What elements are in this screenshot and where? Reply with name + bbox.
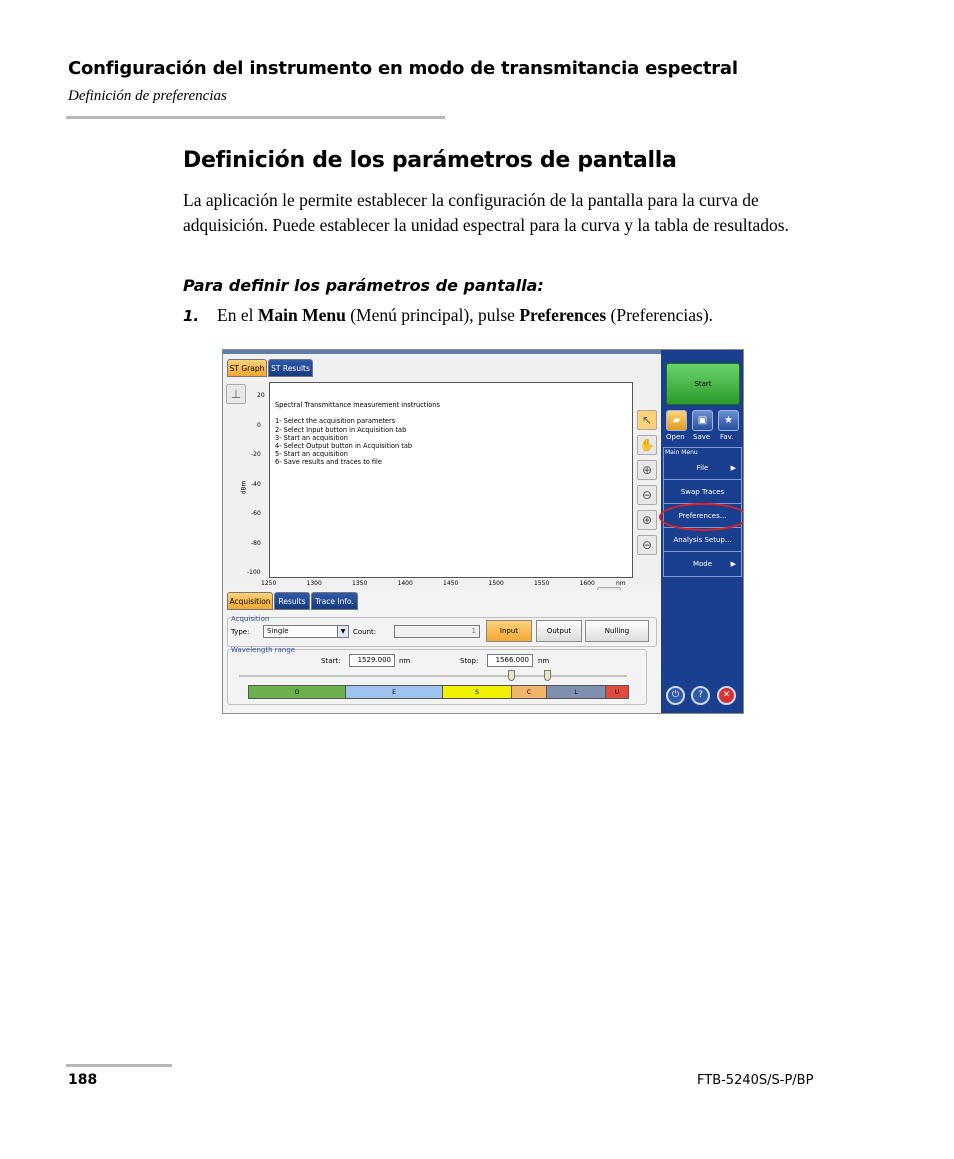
band-c: C (511, 685, 547, 699)
y-tick-label: -40 (251, 480, 261, 488)
menu-item-preferences[interactable]: Preferences... (664, 505, 741, 528)
zoom-in-icon[interactable]: ⊕ (637, 510, 657, 530)
title-bar (223, 350, 661, 354)
x-tick-label: 1300 (306, 580, 322, 587)
menu-item-mode[interactable] (664, 553, 741, 576)
y-tick-label: -60 (251, 510, 261, 517)
x-tick-label: 1600 (579, 580, 595, 587)
menu-item-analysis-setup[interactable]: Analysis Setup... (664, 529, 741, 552)
band-u: U (605, 685, 629, 699)
range-slider-handle-start[interactable] (508, 670, 515, 681)
tab-st-results[interactable]: ST Results (268, 359, 313, 377)
footer-rule (66, 1064, 172, 1067)
stop-wavelength-field[interactable]: 1566.000 (487, 654, 533, 667)
instructions-text: Spectral Transmittance measurement instructions 1- Select the acquisition parameters 2- Select Input button in Acquisition tab 3- Start an acquisition 4- Select Output button in Acquisition tab 5- Start an acquisition 6- Save results and traces to file (275, 401, 440, 467)
section-heading: Definición de los parámetros de pantalla (183, 148, 677, 173)
marker-icon[interactable]: ⊥ (226, 384, 246, 404)
hand-icon[interactable]: ✋ (637, 435, 657, 455)
wavelength-group-title: Wavelength range (231, 646, 296, 654)
open-label: Open (666, 433, 685, 441)
chevron-down-icon[interactable]: ▼ (337, 625, 349, 638)
graph-area (269, 382, 633, 578)
tab-acquisition[interactable]: Acquisition (227, 592, 273, 610)
app-screenshot (222, 349, 744, 714)
y-tick-label: -80 (251, 539, 261, 547)
intro-paragraph: La aplicación le permite establecer la configuración de la pantalla para la curva de adquisición. Puede establecer la unidad espectral para la curva y la tabla de resultados. (183, 190, 789, 235)
save-label: Save (693, 433, 711, 441)
menu-item-file[interactable] (664, 457, 741, 480)
step-main-menu: Main Menu (257, 305, 346, 325)
pointer-icon[interactable]: ↖ (637, 410, 657, 430)
step-text-mid: (Menú principal), pulse (345, 305, 520, 325)
zoom-icon[interactable]: ⊖ (637, 485, 657, 505)
step-preferences: Preferences (519, 305, 607, 325)
start-unit: nm (399, 657, 411, 665)
y-tick-label: -100 (247, 569, 261, 576)
x-tick-label: 1400 (397, 580, 413, 587)
band-s: S (442, 685, 512, 699)
close-icon[interactable]: ✕ (717, 686, 736, 705)
y-axis-label: dBm (240, 480, 248, 495)
start-label: Start: (321, 657, 341, 665)
output-button[interactable]: Output (536, 620, 582, 642)
x-tick-label: 1250 (261, 580, 277, 587)
zoom-out-icon[interactable]: ⊖ (637, 535, 657, 555)
y-tick-label: -20 (251, 451, 261, 458)
main-menu-title: Main Menu (665, 449, 698, 456)
stop-unit: nm (538, 657, 550, 665)
zoom-fit-icon[interactable]: ⊕ (637, 460, 657, 480)
running-header-subtitle: Definición de preferencias (68, 88, 227, 104)
x-tick-label: 1550 (534, 580, 550, 587)
type-label: Type: (231, 628, 250, 636)
step-text-post: (Preferencias). (606, 305, 714, 325)
running-header-title: Configuración del instrumento en modo de transmitancia espectral (68, 58, 738, 79)
save-icon[interactable]: ▣ (692, 410, 713, 431)
tab-st-graph[interactable]: ST Graph (227, 359, 267, 377)
acquisition-group-title: Acquisition (231, 615, 270, 623)
band-l: L (546, 685, 606, 699)
favorite-icon[interactable]: ★ (718, 410, 739, 431)
tab-results[interactable]: Results (274, 592, 310, 610)
type-select-value: Single (267, 627, 289, 635)
start-button[interactable]: Start (666, 363, 740, 405)
menu-item-file-label: File (696, 464, 709, 472)
menu-item-mode-label: Mode (692, 560, 713, 568)
page-number: 188 (68, 1072, 98, 1088)
y-tick-label: 20 (257, 392, 265, 399)
input-button[interactable]: Input (486, 620, 532, 642)
open-icon[interactable]: ▰ (666, 410, 687, 431)
x-tick-label: 1350 (352, 580, 368, 587)
x-tick-label: 1500 (488, 580, 504, 587)
arrow-right-icon: ▶ (730, 560, 736, 568)
tab-trace-info[interactable]: Trace Info. (311, 592, 358, 610)
help-icon[interactable]: ? (691, 686, 710, 705)
step-text-pre: En el (217, 305, 258, 325)
y-tick-label: 0 (257, 421, 261, 429)
count-field[interactable]: 1 (394, 625, 480, 638)
x-tick-label: 1450 (443, 580, 459, 587)
range-slider-handle-stop[interactable] (544, 670, 551, 681)
nulling-button[interactable]: Nulling (585, 620, 649, 642)
step-number: 1. (183, 307, 200, 325)
header-rule (66, 116, 445, 119)
power-icon[interactable]: ⏻ (666, 686, 685, 705)
model-number: FTB-5240S/S-P/BP (697, 1073, 814, 1088)
fav-label: Fav. (720, 433, 734, 441)
stop-label: Stop: (460, 657, 479, 665)
band-e: E (345, 685, 443, 699)
highlight-circle (659, 503, 744, 531)
x-axis-unit: nm (616, 580, 626, 587)
arrow-right-icon: ▶ (730, 464, 736, 472)
band-o: O (248, 685, 346, 699)
procedure-title: Para definir los parámetros de pantalla: (183, 276, 544, 295)
start-wavelength-field[interactable]: 1529.000 (349, 654, 395, 667)
step-1 (183, 305, 713, 326)
count-label: Count: (353, 628, 377, 636)
menu-item-swap-traces[interactable]: Swap Traces (664, 481, 741, 504)
range-slider-track[interactable] (239, 675, 627, 677)
